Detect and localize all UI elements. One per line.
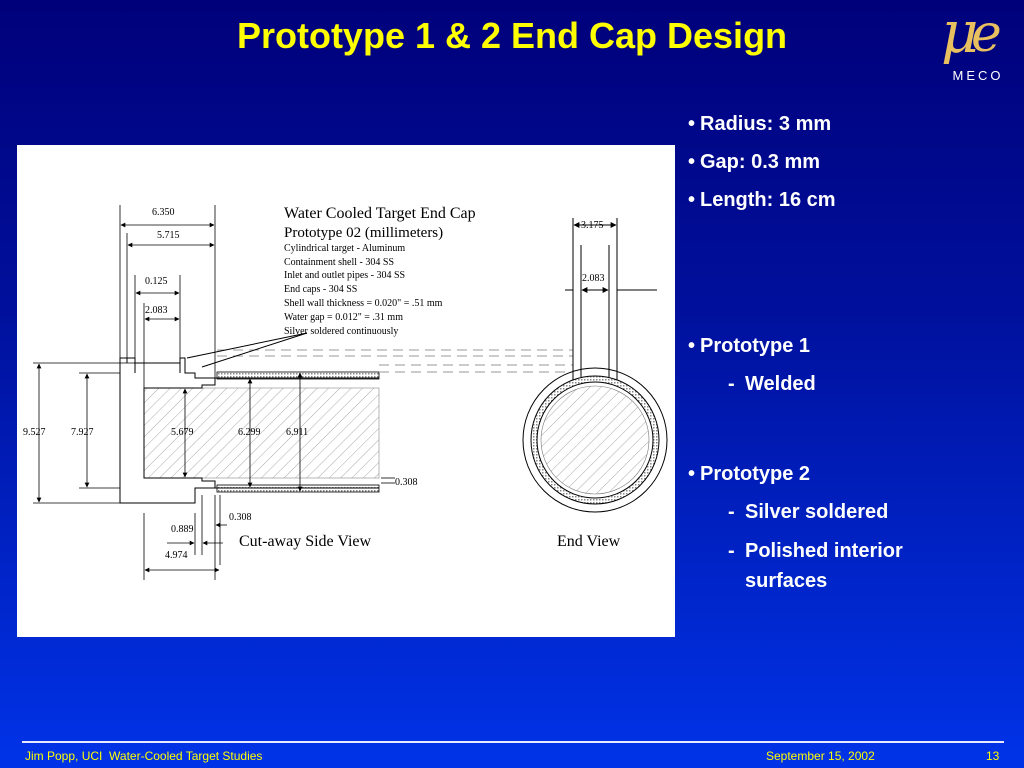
figure-note: End caps - 304 SS bbox=[284, 284, 358, 295]
bullet-item: • Length: 16 cm bbox=[688, 189, 836, 211]
end-cap-drawing bbox=[17, 145, 675, 637]
dimension-label: 6.299 bbox=[238, 427, 261, 438]
footer-page-number: 13 bbox=[986, 749, 1000, 763]
dimension-label: 6.911 bbox=[286, 427, 309, 438]
dimension-label: 9.527 bbox=[23, 427, 46, 438]
dimension-label: 5.679 bbox=[171, 427, 194, 438]
footer-divider bbox=[22, 741, 1004, 743]
dimension-label: 7.927 bbox=[71, 427, 94, 438]
dimension-label: 4.974 bbox=[165, 550, 188, 561]
dimension-label: 0.125 bbox=[145, 276, 168, 287]
bullet-item: • Prototype 1 bbox=[688, 335, 811, 357]
sub-bullet-text: Silver soldered bbox=[745, 501, 889, 523]
side-view bbox=[120, 333, 573, 503]
side-view-label: Cut-away Side View bbox=[239, 533, 372, 550]
logo-mu-glyph: μ bbox=[941, 0, 979, 66]
dimension-label: 3.175 bbox=[581, 220, 604, 231]
sub-bullet-text: Polished interior surfaces bbox=[745, 540, 903, 592]
meco-logo bbox=[935, 0, 1015, 88]
figure-note: Inlet and outlet pipes - 304 SS bbox=[284, 270, 406, 281]
dimension-label: 5.715 bbox=[157, 230, 180, 241]
bullet-item: • Radius: 3 mm bbox=[688, 113, 832, 135]
figure-header-subtitle: Prototype 02 (millimeters) bbox=[284, 225, 444, 241]
figure-note: Containment shell - 304 SS bbox=[284, 257, 394, 268]
figure-note: Silver soldered continuously bbox=[284, 326, 399, 337]
dimension-label: 0.308 bbox=[229, 512, 252, 523]
slide-title: Prototype 1 & 2 End Cap Design bbox=[236, 15, 788, 56]
bullet-text: Length: 16 cm bbox=[700, 189, 836, 211]
dimension-label: 0.308 bbox=[395, 477, 418, 488]
sub-bullet-text: Welded bbox=[745, 373, 816, 395]
footer-date: September 15, 2002 bbox=[766, 749, 875, 763]
figure-note: Water gap = 0.012" = .31 mm bbox=[284, 312, 403, 323]
end-view-label: End View bbox=[557, 533, 621, 550]
dimension-label: 6.350 bbox=[152, 207, 175, 218]
bullet-item: • Gap: 0.3 mm bbox=[688, 151, 821, 173]
bullet-item: • Prototype 2 bbox=[688, 463, 811, 485]
figure-note: Shell wall thickness = 0.020" = .51 mm bbox=[284, 298, 443, 309]
logo-text: MECO bbox=[952, 68, 1004, 83]
dimension-label: 0.889 bbox=[171, 524, 194, 535]
logo-e-glyph: e bbox=[971, 4, 1002, 64]
dimension-label: 2.083 bbox=[145, 305, 168, 316]
footer-left: Jim Popp, UCI Water-Cooled Target Studies bbox=[25, 749, 263, 763]
bullet-text: Prototype 1 bbox=[700, 335, 811, 357]
figure-header-title: Water Cooled Target End Cap bbox=[284, 205, 476, 222]
bullet-text: Gap: 0.3 mm bbox=[700, 151, 821, 173]
bullet-text: Radius: 3 mm bbox=[700, 113, 832, 135]
dimension-label: 2.083 bbox=[582, 273, 605, 284]
figure-note: Cylindrical target - Aluminum bbox=[284, 243, 406, 254]
bullet-text: Prototype 2 bbox=[700, 463, 811, 485]
